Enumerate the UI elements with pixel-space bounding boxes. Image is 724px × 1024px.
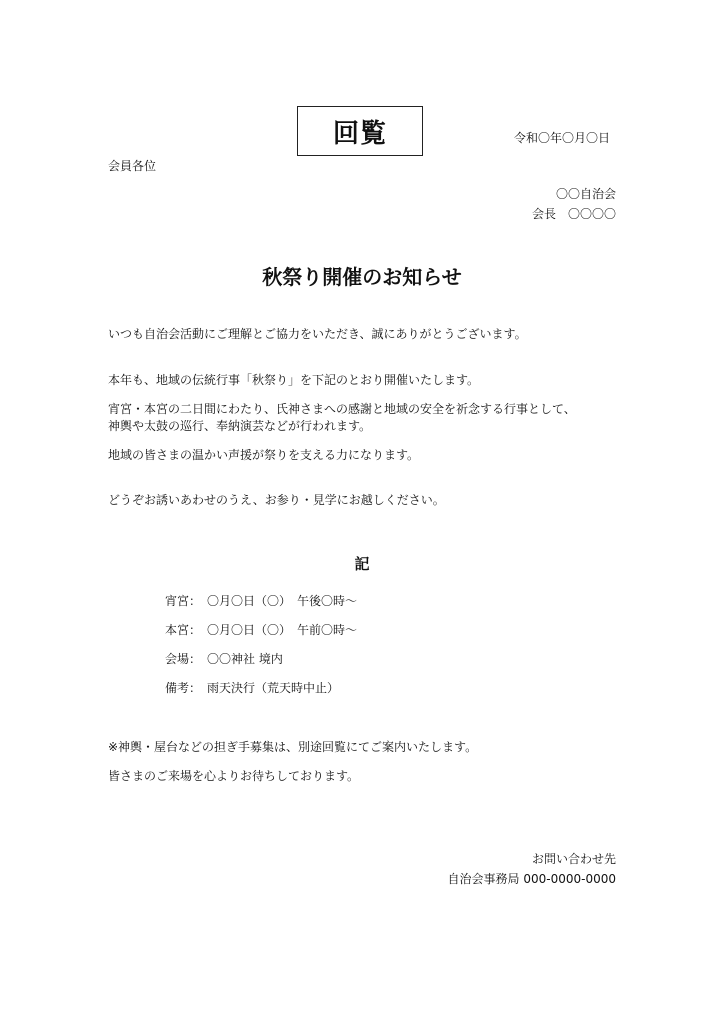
support-paragraph: 地域の皆さまの温かい声援が祭りを支える力になります。 [108, 448, 420, 462]
detail-row-venue [165, 651, 283, 667]
detail-value: 〇月〇日（〇） 午前〇時～ [207, 623, 358, 637]
announcement-paragraph: 本年も、地域の伝統行事「秋祭り」を下記のとおり開催いたします。 [108, 373, 480, 387]
contact-label: お問い合わせ先 [531, 852, 616, 866]
organization-name: 〇〇自治会 [555, 187, 616, 201]
detail-label: 本宮： [165, 623, 202, 637]
description-line-2: 神輿や太鼓の巡行、奉納演芸などが行われます。 [108, 419, 372, 433]
notice-heading: 秋祭り開催のお知らせ [262, 265, 462, 289]
detail-row-honmiya [165, 622, 357, 638]
closing-note: 皆さまのご来場を心よりお待ちしております。 [108, 769, 360, 783]
invitation-paragraph: どうぞお誘いあわせのうえ、お参り・見学にお越しください。 [108, 493, 445, 507]
president-name: 会長 〇〇〇〇 [531, 207, 616, 221]
recipient: 会員各位 [108, 159, 157, 173]
description-line-1: 宵宮・本宮の二日間にわたり、氏神さまへの感謝と地域の安全を祈念する行事として、 [108, 402, 576, 416]
detail-row-yoimiya [165, 593, 357, 609]
volunteer-note: ※神輿・屋台などの担ぎ手募集は、別途回覧にてご案内いたします。 [108, 740, 478, 754]
detail-value: 〇〇神社 境内 [207, 652, 283, 666]
detail-row-remarks [165, 680, 339, 696]
circular-title: 回覧 [297, 106, 423, 156]
greeting-paragraph: いつも自治会活動にご理解とご協力をいただき、誠にありがとうございます。 [108, 327, 527, 341]
detail-label: 会場： [165, 652, 202, 666]
document-date: 令和〇年〇月〇日 [514, 131, 611, 145]
detail-label: 宵宮： [165, 594, 202, 608]
detail-value: 雨天決行（荒天時中止） [207, 681, 340, 695]
detail-value: 〇月〇日（〇） 午後〇時～ [207, 594, 358, 608]
contact-info: 自治会事務局 000-0000-0000 [447, 872, 616, 886]
details-heading: 記 [354, 555, 370, 573]
detail-label: 備考： [165, 681, 202, 695]
